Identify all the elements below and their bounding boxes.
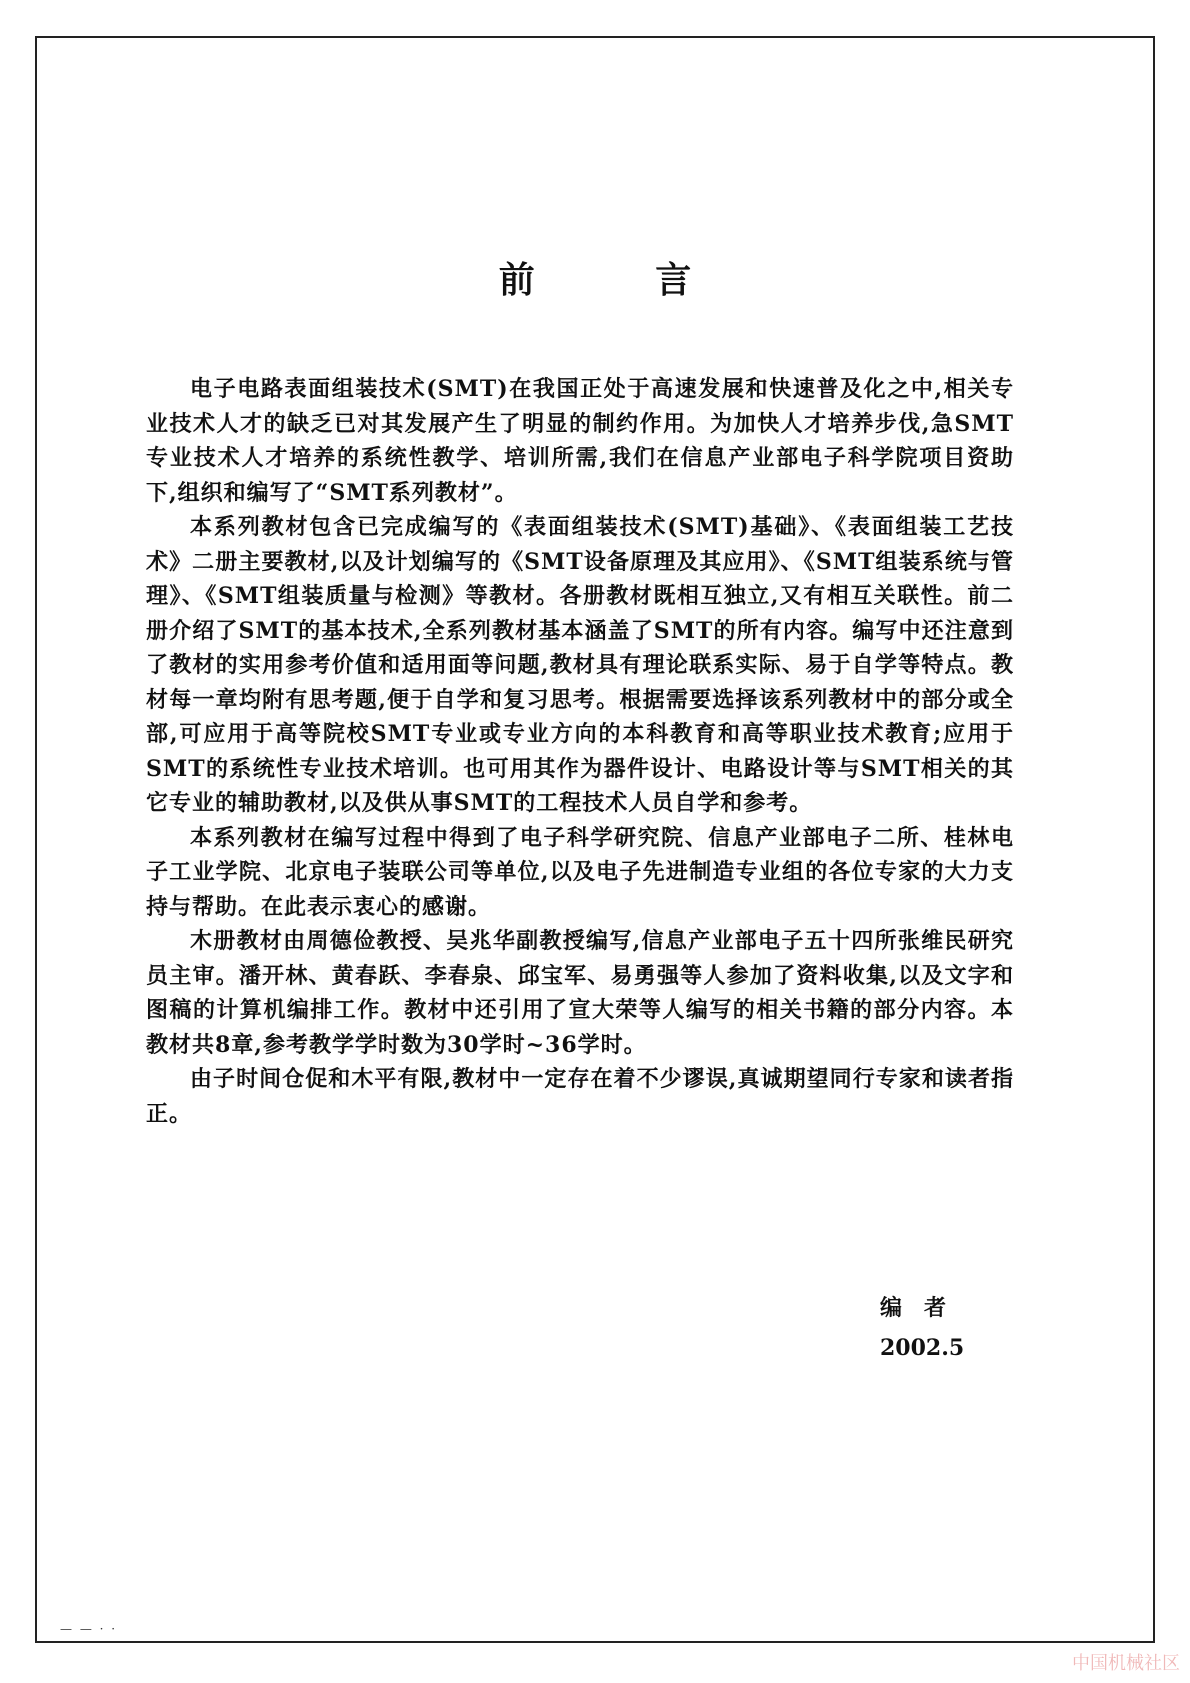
paragraph-5: 由子时间仓促和木平有限,教材中一定存在着不少谬误,真诚期望同行专家和读者指正。 <box>146 1066 1014 1127</box>
paragraph-3: 本系列教材在编写过程中得到了电子科学研究院、信息产业部电子二所、桂林电子工业学院、北京电子装联公司等单位,以及电子先进制造专业组的各位专家的大力支持与帮助。在此表示衷心的感谢。 <box>146 824 1014 920</box>
paragraph-1: 电子电路表面组装技术(SMT)在我国正处于高速发展和快速普及化之中,相关专业技术人才的缺乏已对其发展产生了明显的制约作用。为加快人才培养步伐,急SMT专业技术人才培养的系统性教学、培训所需,我们在信息产业部电子科学院项目资助下,组织和编写了“SMT系列教材”。 <box>146 376 1014 506</box>
watermark: 中国机械社区 <box>1072 1653 1180 1674</box>
signature-date: 2002.5 <box>880 1335 965 1361</box>
paragraph-4: 木册教材由周德俭教授、吴兆华副教授编写,信息产业部电子五十四所张维民研究员主审。潘开林、黄春跃、李春泉、邱宝军、易勇强等人参加了资料收集,以及文字和图稿的计算机编排工作。教材中还引用了宣大荣等人编写的相关书籍的部分内容。本教材共8章,参考教学学时数为30学时~36学时。 <box>146 928 1014 1058</box>
preface-body <box>146 372 1014 1131</box>
scan-artifact: — — · · <box>60 1622 118 1636</box>
paragraph-2: 本系列教材包含已完成编写的《表面组装技术(SMT)基础》、《表面组装工艺技术》二册主要教材,以及计划编写的《SMT设备原理及其应用》、《SMT组装系统与管理》、《SMT组装质量与检测》等教材。各册教材既相互独立,又有相互关联性。前二册介绍了SMT的基本技术,全系列教材基本涵盖了SMT的所有内容。编写中还注意到了教材的实用参考价值和适用面等问题,教材具有理论联系实际、易于自学等特点。教材每一章均附有思考题,便于自学和复习思考。根据需要选择该系列教材中的部分或全部,可应用于高等院校SMT专业或专业方向的本科教育和高等职业技术教育;应用于SMT的系统性专业技术培训。也可用其作为器件设计、电路设计等与SMT相关的其它专业的辅助教材,以及供从事SMT的工程技术人员自学和参考。 <box>146 514 1014 816</box>
signature-block <box>880 1288 1000 1368</box>
signature-author: 编者 <box>880 1295 969 1321</box>
page-title: 前 言 <box>498 260 746 301</box>
